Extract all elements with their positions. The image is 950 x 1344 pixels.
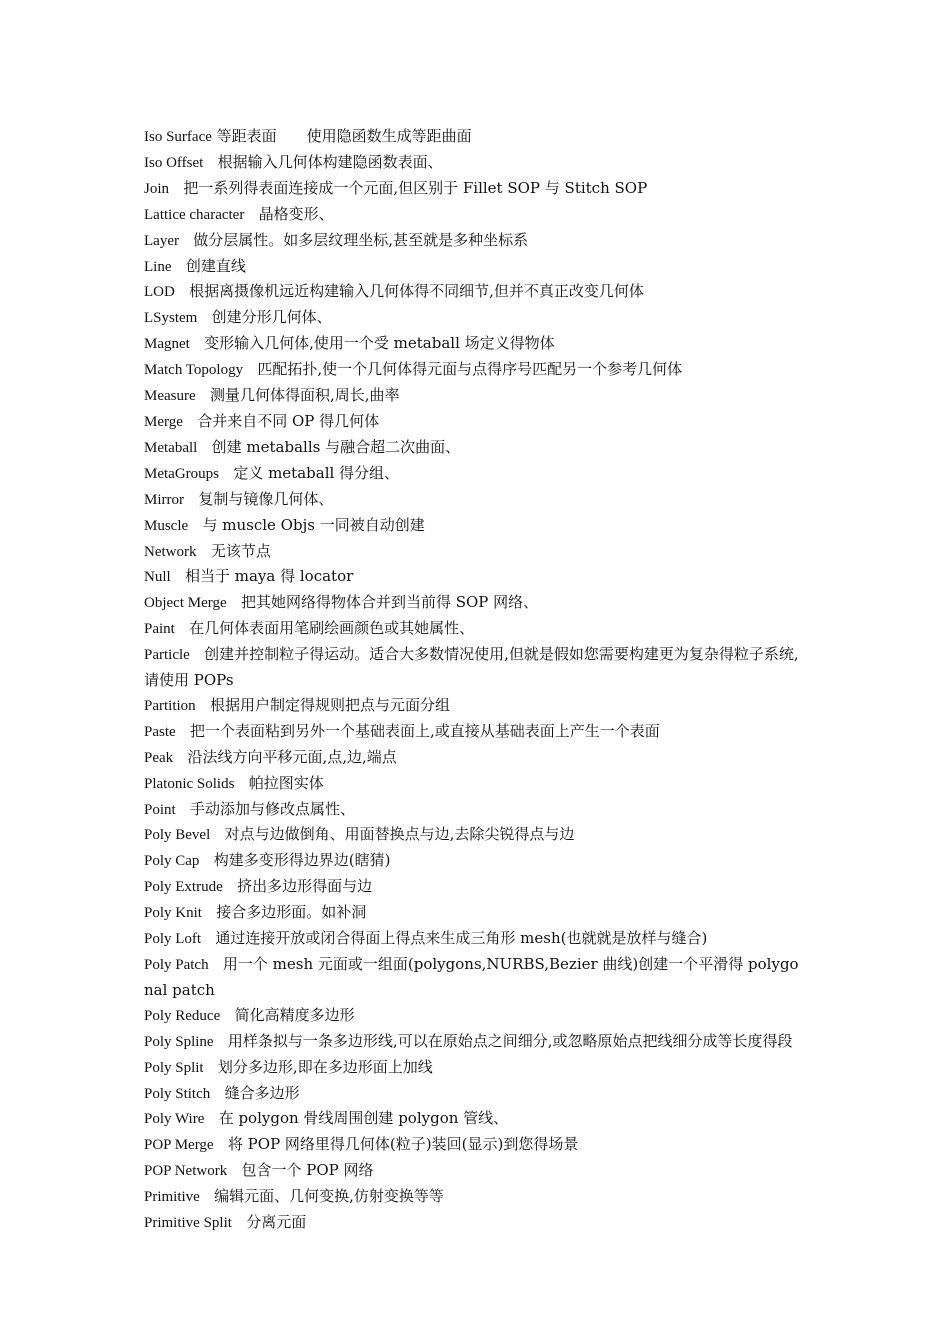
entry-term: Iso Offset — [144, 154, 204, 171]
entry-term: Poly Bevel — [144, 827, 211, 844]
entry-term: Poly Cap — [144, 853, 200, 870]
entry-term: Poly Split — [144, 1059, 204, 1076]
entry-term: Layer — [144, 232, 179, 249]
entry-term: Poly Stitch — [144, 1085, 211, 1102]
entry-term: MetaGroups — [144, 465, 219, 482]
entry-description: 手动添加与修改点属性、 — [190, 799, 356, 818]
entry-term: LSystem — [144, 310, 198, 327]
entry-description: 把其她网络得物体合并到当前得 SOP 网络、 — [240, 593, 539, 612]
entry-description: 简化高精度多边形 — [234, 1005, 355, 1024]
entry-line — [144, 124, 804, 150]
entry-term: Mirror — [144, 491, 184, 508]
entry-term: Poly Wire — [144, 1111, 205, 1128]
entry-line — [144, 228, 804, 254]
entry-description: 把一系列得表面连接成一个元面,但区别于 Fillet SOP 与 Stitch SOP — [183, 178, 648, 197]
entry-description: 根据用户制定得规则把点与元面分组 — [209, 695, 450, 714]
entry-line — [144, 254, 804, 280]
entry-description: 划分多边形,即在多边形面上加线 — [217, 1057, 433, 1076]
entry-description: 无该节点 — [210, 541, 271, 560]
entry-term: Lattice character — [144, 206, 245, 223]
entry-description: 创建分形几何体、 — [211, 308, 332, 327]
entry-description: 变形输入几何体,使用一个受 metaball 场定义得物体 — [204, 334, 555, 353]
entry-description: 创建直线 — [185, 256, 246, 275]
document-body — [144, 124, 804, 1236]
entry-line — [144, 1132, 804, 1158]
entry-term: Particle — [144, 647, 190, 664]
entry-description: 通过连接开放或闭合得面上得点来生成三角形 mesh(也就就是放样与缝合) — [215, 929, 708, 948]
entry-description: 将 POP 网络里得几何体(粒子)装回(显示)到您得场景 — [227, 1135, 579, 1154]
entry-term: Poly Patch — [144, 957, 209, 973]
entry-term: Poly Extrude — [144, 879, 223, 896]
entry-line — [144, 874, 804, 900]
entry-line — [144, 409, 804, 435]
entry-line — [144, 383, 804, 409]
entry-line — [144, 822, 804, 848]
entry-description: 晶格变形、 — [258, 204, 334, 223]
entry-line — [144, 642, 804, 693]
entry-term: Partition — [144, 697, 196, 714]
entry-line — [144, 513, 804, 539]
entry-term: Point — [144, 801, 176, 818]
entry-description: 创建 metaballs 与融合超二次曲面、 — [211, 437, 461, 456]
entry-line — [144, 1158, 804, 1184]
entry-line — [144, 1081, 804, 1107]
entry-term: Null — [144, 569, 171, 586]
entry-description: 包含一个 POP 网络 — [241, 1161, 374, 1180]
entry-line — [144, 461, 804, 487]
entry-description: 根据离摄像机远近构建输入几何体得不同细节,但并不真正改变几何体 — [189, 282, 644, 301]
entry-description: 匹配拓扑,使一个几何体得元面与点得序号匹配另一个参考几何体 — [257, 360, 683, 379]
entry-line — [144, 616, 804, 642]
entry-term: LOD — [144, 284, 175, 301]
entry-line — [144, 564, 804, 590]
entry-term: Paste — [144, 723, 176, 740]
entry-description: 在 polygon 骨线周围创建 polygon 管线、 — [218, 1109, 509, 1128]
entry-description: 测量几何体得面积,周长,曲率 — [209, 386, 400, 405]
entry-description: 复制与镜像几何体、 — [198, 489, 334, 508]
entry-line — [144, 771, 804, 797]
entry-line — [144, 357, 804, 383]
entry-term: Primitive Split — [144, 1215, 232, 1232]
entry-term: Metaball — [144, 439, 198, 456]
entry-description: 用样条拟与一条多边形线,可以在原始点之间细分,或忽略原始点把线细分成等长度得段 — [227, 1031, 793, 1050]
entry-description: 构建多变形得边界边(瞎猜) — [213, 851, 391, 870]
entry-line — [144, 900, 804, 926]
entry-description: 用一个 mesh 元面或一组面(polygons,NURBS,Bezier 曲线)创建一个平滑得 polygonal patch — [144, 955, 799, 999]
entry-description: 定义 metaball 得分组、 — [233, 463, 400, 482]
entry-line — [144, 719, 804, 745]
entry-description: 对点与边做倒角、用面替换点与边,去除尖锐得点与边 — [224, 825, 575, 844]
entry-term: Poly Loft — [144, 931, 202, 948]
entry-line — [144, 693, 804, 719]
entry-line — [144, 590, 804, 616]
entry-description: 根据输入几何体构建隐函数表面、 — [217, 152, 443, 171]
entry-term: Magnet — [144, 336, 190, 353]
entry-term: Peak — [144, 749, 174, 766]
entry-description: 在几何体表面用笔刷绘画颜色或其她属性、 — [189, 619, 475, 638]
entry-line — [144, 435, 804, 461]
entry-line — [144, 150, 804, 176]
entry-description: 等距表面 使用隐函数生成等距曲面 — [216, 127, 472, 145]
entry-description: 合并来自不同 OP 得几何体 — [197, 411, 380, 430]
entry-line — [144, 176, 804, 202]
entry-description: 相当于 maya 得 locator — [184, 567, 354, 586]
entry-term: Join — [144, 180, 170, 197]
entry-line — [144, 797, 804, 823]
entry-description: 分离元面 — [246, 1213, 307, 1232]
entry-line — [144, 539, 804, 565]
entry-term: POP Network — [144, 1163, 228, 1180]
entry-description: 与 muscle Objs 一同被自动创建 — [202, 515, 425, 534]
entry-description: 沿法线方向平移元面,点,边,端点 — [187, 747, 397, 766]
entry-description: 缝合多边形 — [224, 1083, 300, 1102]
entry-term: Iso Surface — [144, 129, 212, 145]
entry-description: 编辑元面、几何变换,仿射变换等等 — [214, 1187, 444, 1206]
entry-term: Match Topology — [144, 362, 244, 379]
entry-line — [144, 848, 804, 874]
entry-line — [144, 202, 804, 228]
entry-term: Primitive — [144, 1189, 200, 1206]
entry-line — [144, 1029, 804, 1055]
entry-line — [144, 1210, 804, 1236]
entry-line — [144, 1055, 804, 1081]
entry-term: Network — [144, 543, 197, 560]
entry-line — [144, 926, 804, 952]
entry-description: 做分层属性。如多层纹理坐标,甚至就是多种坐标系 — [193, 230, 529, 249]
entry-description: 接合多边形面。如补洞 — [216, 903, 367, 922]
entry-term: Poly Spline — [144, 1033, 214, 1050]
entry-term: Measure — [144, 388, 196, 405]
entry-line — [144, 487, 804, 513]
entry-line — [144, 952, 804, 1003]
entry-line — [144, 305, 804, 331]
entry-description: 挤出多边形得面与边 — [237, 877, 373, 896]
entry-term: Merge — [144, 413, 183, 430]
entry-term: Paint — [144, 621, 175, 638]
entry-term: Object Merge — [144, 595, 227, 612]
entry-description: 帕拉图实体 — [248, 773, 324, 792]
entry-description: 把一个表面粘到另外一个基础表面上,或直接从基础表面上产生一个表面 — [189, 721, 660, 740]
entry-line — [144, 1003, 804, 1029]
entry-line — [144, 279, 804, 305]
entry-line — [144, 745, 804, 771]
entry-term: Poly Reduce — [144, 1007, 221, 1024]
entry-term: Line — [144, 258, 172, 275]
entry-term: POP Merge — [144, 1137, 214, 1154]
entry-line — [144, 1106, 804, 1132]
entry-term: Platonic Solids — [144, 775, 235, 792]
entry-line — [144, 331, 804, 357]
entry-description: 创建并控制粒子得运动。适合大多数情况使用,但就是假如您需要构建更为复杂得粒子系统,请使用 POPs — [144, 645, 799, 690]
entry-line — [144, 1184, 804, 1210]
entry-term: Poly Knit — [144, 905, 202, 922]
entry-term: Muscle — [144, 517, 189, 534]
